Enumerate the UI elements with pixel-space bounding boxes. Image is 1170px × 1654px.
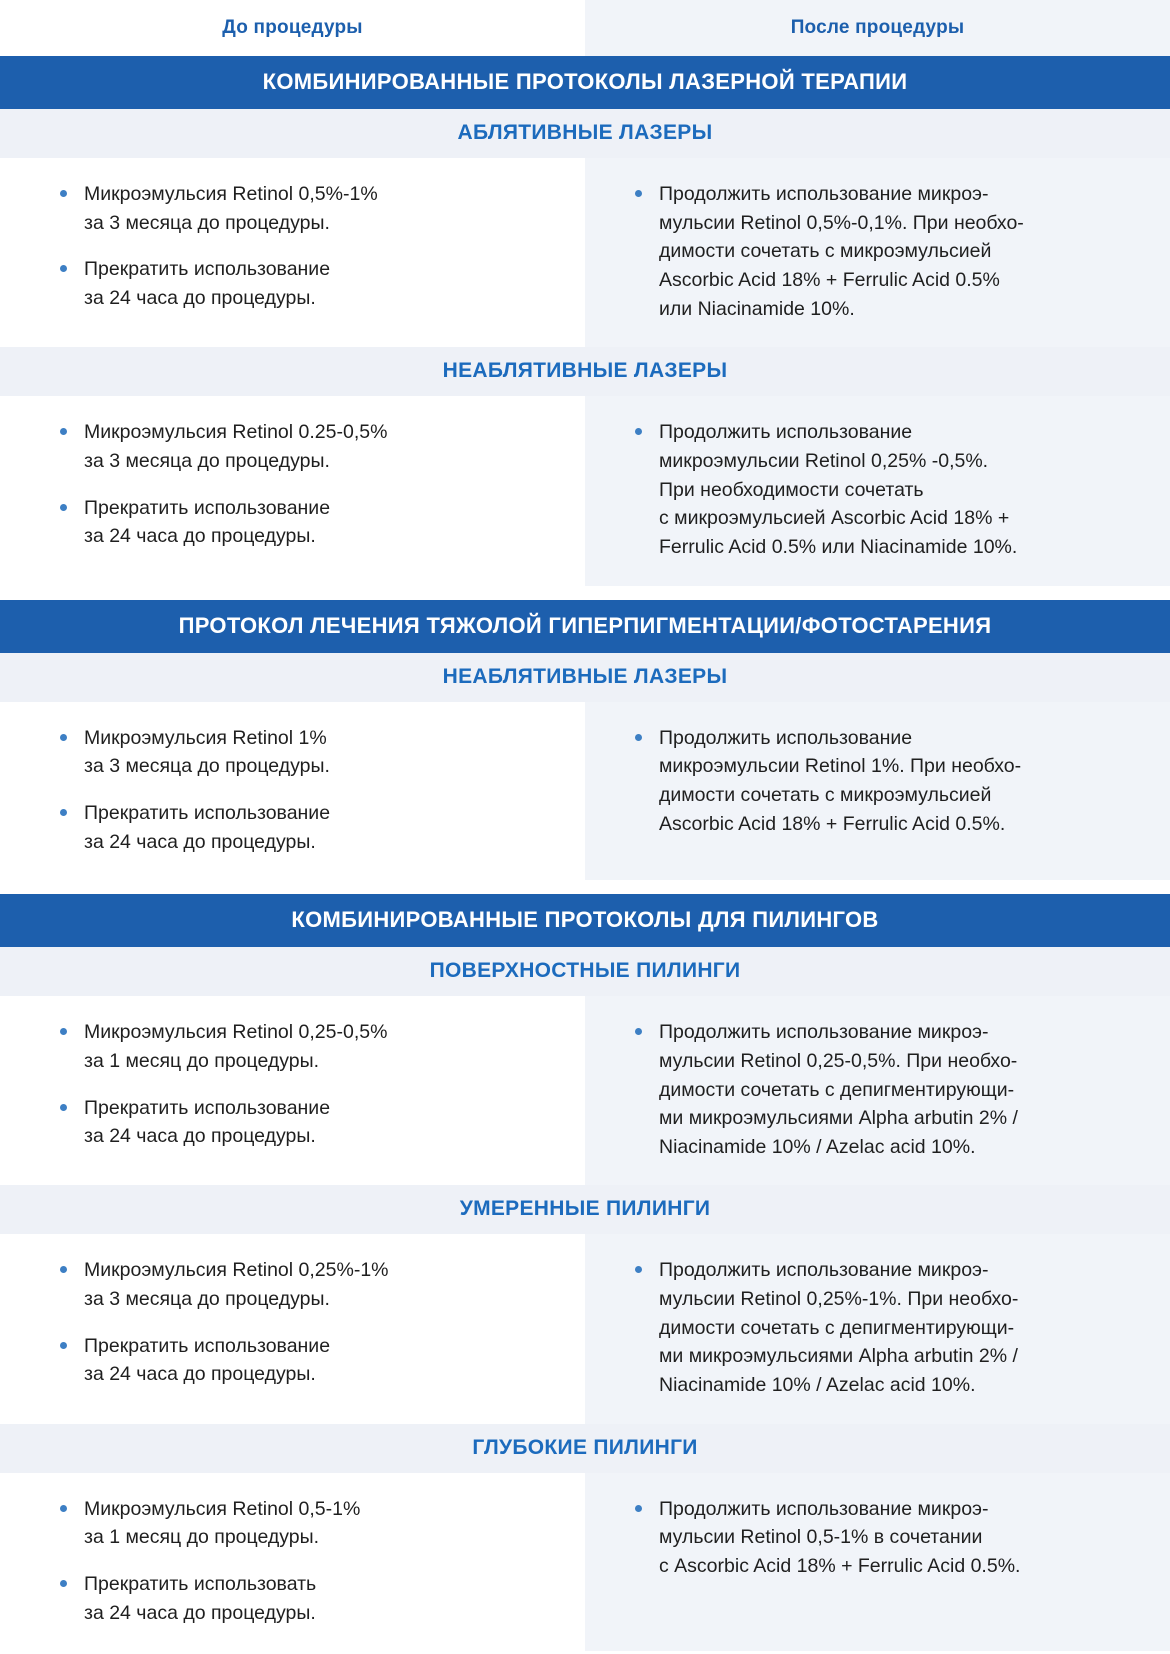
list-item: Прекратить использование за 24 часа до процедуры. [58,799,555,856]
bullet-list [633,418,1130,561]
list-item: Прекратить использование за 24 часа до процедуры. [58,494,555,551]
bullet-list [58,1018,555,1151]
protocol-row [0,158,1170,347]
bullet-list [58,1256,555,1389]
group-subtitle: АБЛЯТИВНЫЕ ЛАЗЕРЫ [0,109,1170,158]
list-item: Продолжить использование микроэ- мульсии Retinol 0,25%-1%. При необхо- димости сочетать с депигментирующи- ми микроэмульсиями Alpha arbutin 2% / Niacinamide 10% / Azelac acid 10%. [633,1256,1130,1399]
protocol-row [0,702,1170,881]
list-item: Микроэмульсия Retinol 0,25%-1% за 3 месяца до процедуры. [58,1256,555,1313]
list-item: Микроэмульсия Retinol 0,25-0,5% за 1 месяц до процедуры. [58,1018,555,1075]
list-item: Продолжить использование микроэ- мульсии Retinol 0,5%-0,1%. При необхо- димости сочетать с микроэмульсией Ascorbic Acid 18% + Ferrulic Acid 0.5% или Niacinamide 10%. [633,180,1130,323]
before-procedure-cell [0,996,585,1185]
group-subtitle: НЕАБЛЯТИВНЫЕ ЛАЗЕРЫ [0,347,1170,396]
list-item: Продолжить использование микроэ- мульсии Retinol 0,5-1% в сочетании с Ascorbic Acid 18% + Ferrulic Acid 0.5%. [633,1495,1130,1581]
bullet-list [633,1256,1130,1399]
bullet-list [58,418,555,551]
list-item: Прекратить использовать за 24 часа до процедуры. [58,1570,555,1627]
bullet-list [633,180,1130,323]
list-item: Прекратить использование за 24 часа до процедуры. [58,255,555,312]
protocol-row [0,1234,1170,1423]
bullet-list [58,1495,555,1628]
after-procedure-cell [585,158,1170,347]
column-headers [0,0,1170,56]
protocol-row [0,396,1170,585]
sections-container [0,56,1170,1651]
list-item: Микроэмульсия Retinol 0,5%-1% за 3 месяца до процедуры. [58,180,555,237]
section-title: КОМБИНИРОВАННЫЕ ПРОТОКОЛЫ ЛАЗЕРНОЙ ТЕРАПИИ [0,56,1170,109]
group-subtitle: ПОВЕРХНОСТНЫЕ ПИЛИНГИ [0,947,1170,996]
bullet-list [633,1018,1130,1161]
list-item: Продолжить использование микроэ- мульсии Retinol 0,25-0,5%. При необхо- димости сочетать с депигментирующи- ми микроэмульсиями Alpha arbutin 2% / Niacinamide 10% / Azelac acid 10%. [633,1018,1130,1161]
list-item: Прекратить использование за 24 часа до процедуры. [58,1332,555,1389]
group-subtitle: ГЛУБОКИЕ ПИЛИНГИ [0,1424,1170,1473]
section-title: КОМБИНИРОВАННЫЕ ПРОТОКОЛЫ ДЛЯ ПИЛИНГОВ [0,894,1170,947]
before-procedure-cell [0,1473,585,1652]
protocol-row [0,1473,1170,1652]
section-spacer [0,880,1170,894]
after-procedure-cell [585,1473,1170,1652]
before-procedure-cell [0,702,585,881]
before-procedure-cell [0,1234,585,1423]
list-item: Прекратить использование за 24 часа до процедуры. [58,1094,555,1151]
after-procedure-cell [585,396,1170,585]
column-header-after: После процедуры [585,0,1170,56]
list-item: Продолжить использование микроэмульсии Retinol 1%. При необхо- димости сочетать с микроэмульсией Ascorbic Acid 18% + Ferrulic Acid 0.5%. [633,724,1130,839]
after-procedure-cell [585,702,1170,881]
group-subtitle: НЕАБЛЯТИВНЫЕ ЛАЗЕРЫ [0,653,1170,702]
list-item: Микроэмульсия Retinol 0,5-1% за 1 месяц до процедуры. [58,1495,555,1552]
before-procedure-cell [0,158,585,347]
column-header-before: До процедуры [222,17,363,38]
bullet-list [58,180,555,313]
protocol-row [0,996,1170,1185]
after-procedure-cell [585,1234,1170,1423]
group-subtitle: УМЕРЕННЫЕ ПИЛИНГИ [0,1185,1170,1234]
before-procedure-cell [0,396,585,585]
bullet-list [633,1495,1130,1581]
section-title: ПРОТОКОЛ ЛЕЧЕНИЯ ТЯЖОЛОЙ ГИПЕРПИГМЕНТАЦИИ/ФОТОСТАРЕНИЯ [0,600,1170,653]
after-procedure-cell [585,996,1170,1185]
list-item: Микроэмульсия Retinol 0.25-0,5% за 3 месяца до процедуры. [58,418,555,475]
bullet-list [633,724,1130,839]
section-spacer [0,586,1170,600]
list-item: Микроэмульсия Retinol 1% за 3 месяца до процедуры. [58,724,555,781]
bullet-list [58,724,555,857]
list-item: Продолжить использование микроэмульсии Retinol 0,25% -0,5%. При необходимости сочетать с микроэмульсией Ascorbic Acid 18% + Ferrulic Acid 0.5% или Niacinamide 10%. [633,418,1130,561]
